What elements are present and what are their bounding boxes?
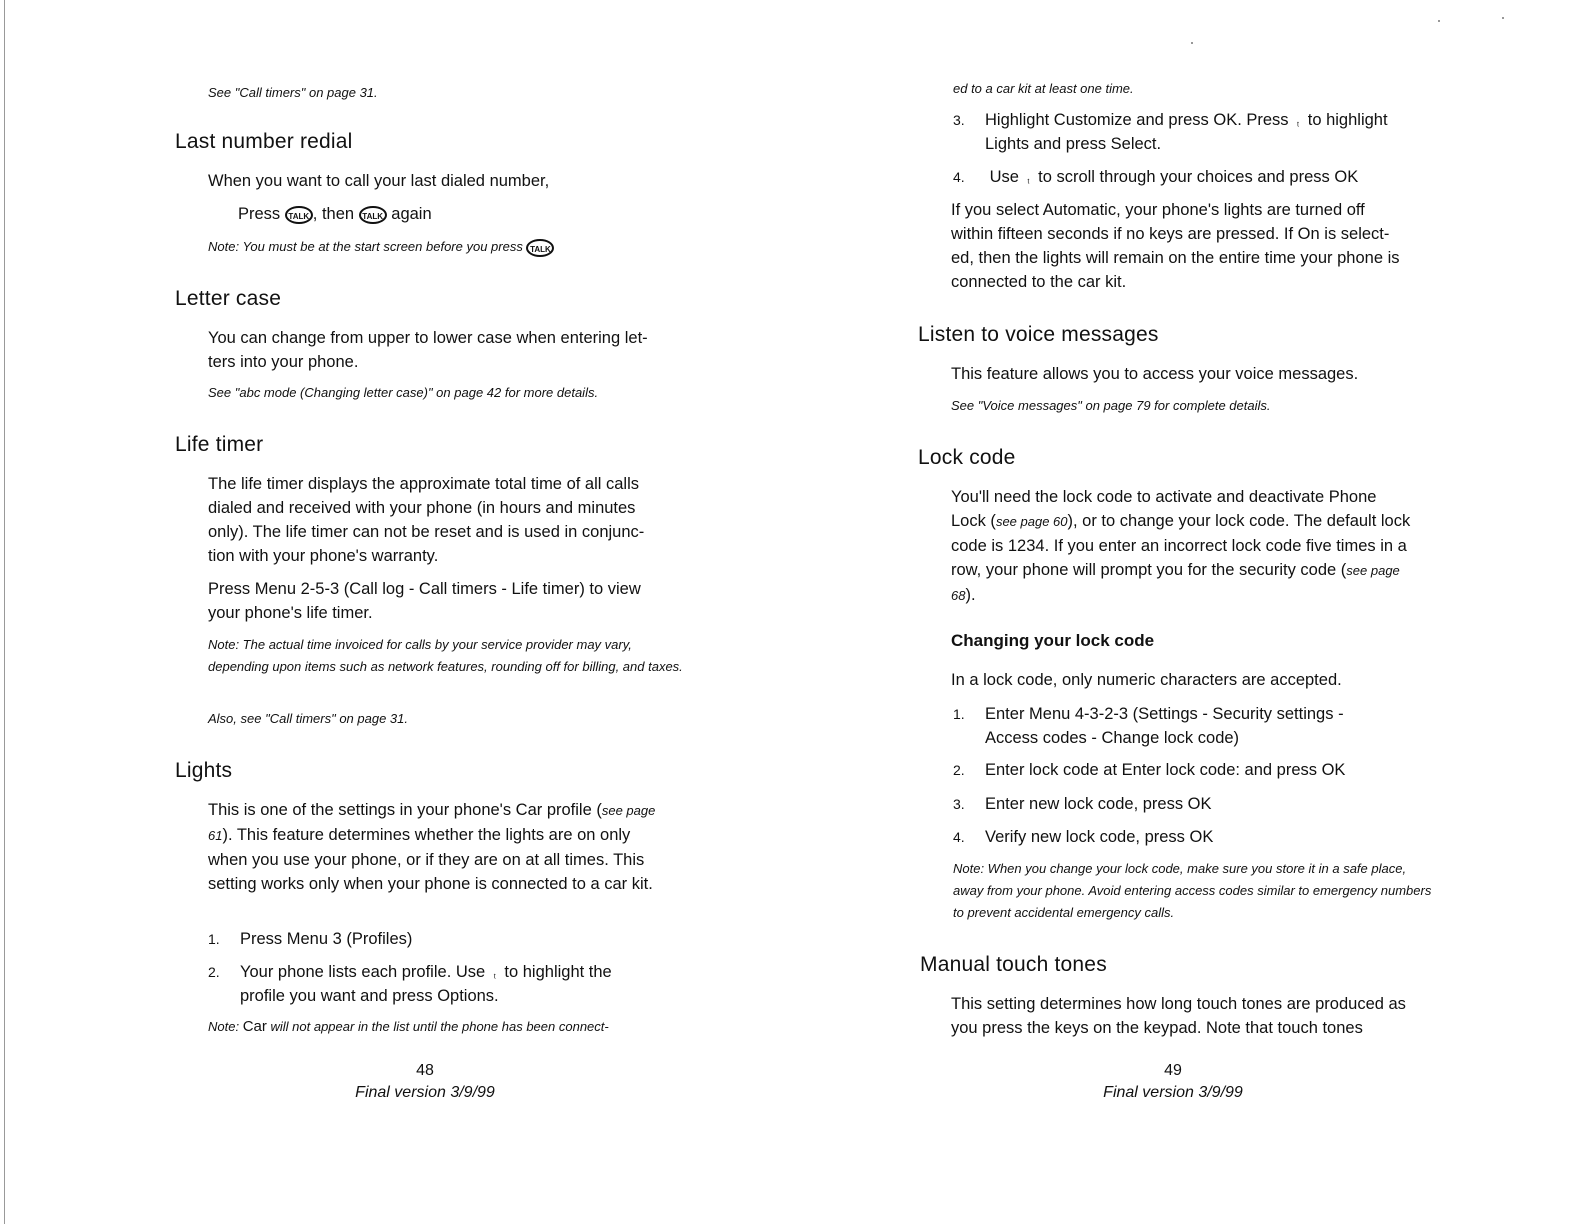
step-number: 2. [953, 762, 965, 778]
note-continuation: ed to a car kit at least one time. [953, 81, 1134, 96]
step-text-b: to highlight Lights and press Select. [985, 111, 1388, 153]
note-car-word: Car [242, 1018, 267, 1035]
section-heading-lights: Lights [175, 759, 233, 782]
lock-code-note: Note: When you change your lock code, make sure you store it in a safe place, away from your phone. Avoid entering access codes similar to emergency numbers to prevent accidental emergency calls. [953, 861, 1432, 920]
step-text-b: to scroll through your choices and press OK [1038, 168, 1359, 186]
step-text [985, 108, 1397, 156]
lock-code-body-b: ), or to change your lock code. The default lock code is 1234. If you enter an incorrect lock code five times in a row, your phone will prompt you for the security code ( [951, 512, 1411, 579]
redial-intro: When you want to call your last dialed number, [208, 172, 550, 190]
step-number: 4. [953, 829, 965, 845]
see-call-timers-link: See "Call timers" on page 31. [208, 85, 378, 100]
talk-key-icon: TALK [526, 239, 554, 257]
step-number: 1. [208, 931, 220, 947]
see-page-68-link: see page 68 [951, 563, 1400, 603]
left-page [175, 0, 735, 1224]
right-footer [918, 1062, 1428, 1102]
list-item [953, 702, 1413, 750]
scroll-key-icon: ᵗ [493, 972, 496, 984]
step-text: Enter new lock code, press OK [985, 795, 1212, 813]
page-spine-edge [4, 0, 5, 1224]
lock-code-body-c: ). [965, 586, 976, 604]
step-text: Enter Menu 4-3-2-3 (Settings - Security settings - Access codes - Change lock code) [985, 705, 1344, 747]
letter-case-body: You can change from upper to lower case when entering let- ters into your phone. [208, 329, 648, 371]
list-item [953, 792, 1212, 816]
section-heading-manual-touch-tones: Manual touch tones [920, 953, 1107, 976]
note-rest: will not appear in the list until the phone has been connect- [270, 1019, 609, 1034]
right-page [918, 0, 1478, 1224]
listen-body: This feature allows you to access your voice messages. [951, 365, 1359, 383]
page-number: 49 [1164, 1062, 1182, 1079]
list-item [953, 758, 1345, 782]
section-heading-letter-case: Letter case [175, 287, 282, 310]
step-text-a: Highlight Customize and press OK. Press [985, 111, 1289, 129]
list-item [208, 927, 412, 951]
letter-case-see-link: See "abc mode (Changing letter case)" on page 42 for more details. [208, 385, 599, 400]
list-item [953, 108, 1403, 156]
see-page-61-link: see page 61 [208, 803, 656, 843]
press-word: Press [238, 205, 281, 223]
page-number: 48 [416, 1062, 434, 1079]
changing-intro: In a lock code, only numeric characters are accepted. [951, 671, 1342, 689]
version-label: Final version 3/9/99 [355, 1084, 495, 1101]
step-number: 4. [953, 169, 965, 185]
section-heading-listen-voice-messages: Listen to voice messages [918, 323, 1159, 346]
life-timer-instruction: Press Menu 2-5-3 (Call log - Call timers - Life timer) to view your phone's life timer. [208, 580, 641, 622]
list-item [953, 825, 1213, 849]
step-number: 2. [208, 964, 220, 980]
life-timer-note: Note: The actual time invoiced for calls by your service provider may vary, depending upon items such as network features, rounding off for billing, and taxes. [208, 637, 683, 674]
step-text-b: to highlight the profile you want and press Options. [240, 963, 612, 1005]
lights-body-b: ). This feature determines whether the lights are on only when you use your phone, or if they are on at all times. This setting works only when your phone is connected to a car kit. [208, 826, 653, 893]
step-text: Verify new lock code, press OK [985, 828, 1214, 846]
step-text-a: Your phone lists each profile. Use [240, 963, 486, 981]
lights-body [208, 798, 668, 896]
step-text [240, 960, 640, 1008]
talk-key-icon: TALK [359, 206, 387, 224]
list-item [208, 960, 648, 1008]
scroll-key-icon: ᵗ [1027, 177, 1030, 189]
lock-code-body-a: You'll need the lock code to activate and deactivate Phone Lock ( [951, 488, 1377, 530]
section-heading-last-number-redial: Last number redial [175, 130, 353, 153]
step-text: Enter lock code at Enter lock code: and press OK [985, 761, 1346, 779]
see-page-60-link: see page 60 [995, 514, 1068, 529]
section-heading-life-timer: Life timer [175, 433, 264, 456]
then-word: , then [312, 205, 355, 223]
redial-note-text: Note: You must be at the start screen before you press [208, 239, 523, 254]
lights-note [208, 1016, 609, 1038]
step-number: 3. [953, 112, 965, 128]
life-timer-also-see: Also, see "Call timers" on page 31. [208, 711, 408, 726]
redial-instruction [238, 202, 432, 226]
step-text-a: Use [989, 168, 1019, 186]
note-prefix: Note: [208, 1019, 240, 1034]
again-word: again [391, 205, 432, 223]
life-timer-body: The life timer displays the approximate total time of all calls dialed and received with your phone (in hours and minutes only). The life timer can not be reset and is used in conjunc- tion with your phone's warranty. [208, 475, 645, 565]
lights-body-a: This is one of the settings in your phone's Car profile ( [208, 801, 602, 819]
list-item [953, 165, 1358, 189]
step-number: 1. [953, 706, 965, 722]
left-footer [175, 1062, 675, 1102]
step-number: 3. [953, 796, 965, 812]
manual-touch-tones-body: This setting determines how long touch tones are produced as you press the keys on the keypad. Note that touch tones [951, 995, 1406, 1037]
talk-key-icon: TALK [285, 206, 313, 224]
redial-note [208, 236, 554, 258]
subheading-changing-lock-code: Changing your lock code [951, 631, 1155, 650]
scroll-key-icon: ᵗ [1297, 120, 1300, 132]
version-label: Final version 3/9/99 [1103, 1084, 1243, 1101]
scan-speck [1502, 17, 1504, 19]
lights-result-body: If you select Automatic, your phone's lights are turned off within fifteen seconds if no keys are pressed. If On is select- ed, then the lights will remain on the entire time your phone is connected to the car kit. [951, 201, 1400, 291]
step-text: Press Menu 3 (Profiles) [240, 930, 413, 948]
voice-messages-see-link: See "Voice messages" on page 79 for complete details. [951, 398, 1271, 413]
section-heading-lock-code: Lock code [918, 446, 1016, 469]
lock-code-body [951, 485, 1411, 608]
